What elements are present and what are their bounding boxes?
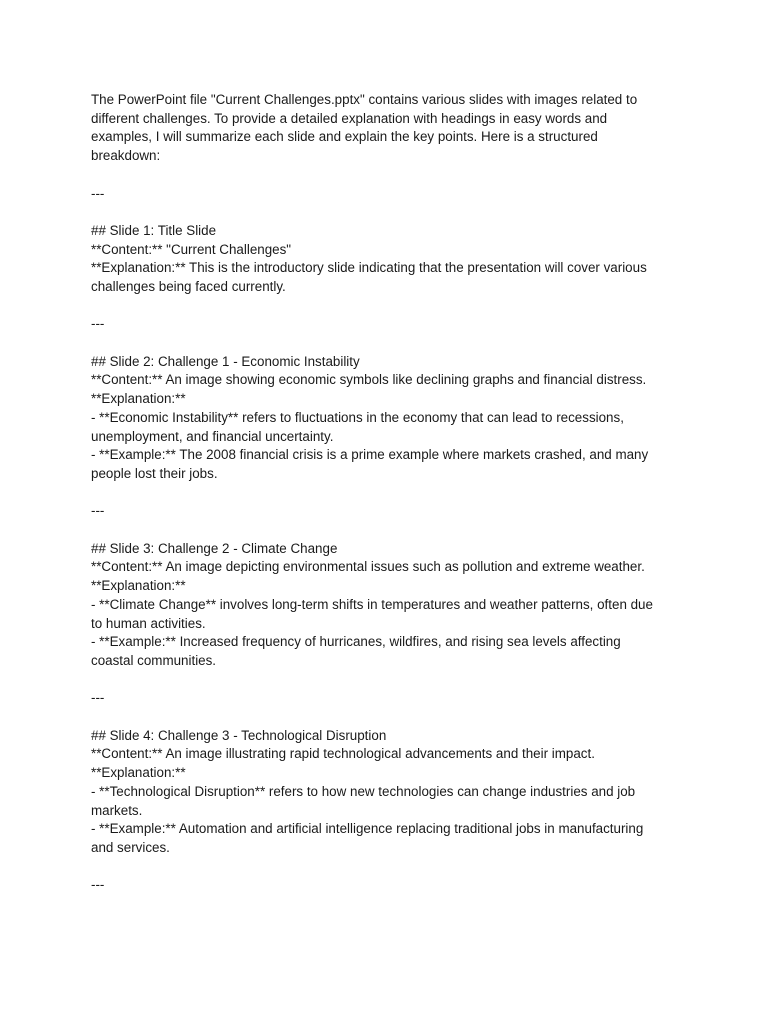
document-page — [91, 91, 681, 895]
intro-paragraph — [91, 91, 681, 166]
slide-explanation-label: **Explanation:** — [91, 578, 186, 594]
blank-line — [91, 297, 681, 316]
blank-line — [91, 334, 681, 353]
blank-line — [91, 708, 681, 727]
slide-1-section — [91, 222, 681, 297]
slide-example: - **Example:** Increased frequency of hurricanes, wildfires, and rising sea levels affecting — [91, 634, 621, 650]
slide-bullet: - **Technological Disruption** refers to how new technologies can change industries and job — [91, 783, 636, 799]
slide-bullet: - **Climate Change** involves long-term shifts in temperatures and weather patterns, often due — [91, 596, 653, 612]
slide-3-section — [91, 540, 681, 671]
slide-heading: ## Slide 1: Title Slide — [91, 222, 217, 238]
slide-content: **Content:** An image illustrating rapid technological advancements and their impact. — [91, 746, 595, 762]
slide-bullet: markets. — [91, 802, 143, 818]
blank-line — [91, 521, 681, 540]
intro-line: examples, I will summarize each slide and explain the key points. Here is a structured — [91, 129, 598, 145]
slide-example: and services. — [91, 840, 170, 855]
separator: --- — [91, 185, 105, 201]
blank-line — [91, 166, 681, 185]
blank-line — [91, 484, 681, 503]
slide-heading: ## Slide 2: Challenge 1 - Economic Instability — [91, 353, 360, 369]
separator: --- — [91, 877, 105, 893]
blank-line — [91, 858, 681, 877]
separator: --- — [91, 690, 105, 706]
intro-line: different challenges. To provide a detailed explanation with headings in easy words and — [91, 110, 608, 126]
slide-heading: ## Slide 3: Challenge 2 - Climate Change — [91, 540, 338, 556]
slide-bullet: - **Economic Instability** refers to fluctuations in the economy that can lead to recessions, — [91, 409, 624, 425]
slide-content: **Content:** An image depicting environmental issues such as pollution and extreme weather. — [91, 559, 645, 575]
intro-line: breakdown: — [91, 148, 161, 164]
slide-example: coastal communities. — [91, 653, 217, 668]
separator: --- — [91, 503, 105, 519]
slide-content: **Content:** An image showing economic symbols like declining graphs and financial distress. — [91, 372, 647, 388]
slide-heading: ## Slide 4: Challenge 3 - Technological Disruption — [91, 727, 387, 743]
slide-bullet: unemployment, and financial uncertainty. — [91, 428, 334, 444]
slide-explanation-label: **Explanation:** — [91, 391, 186, 407]
slide-4-section — [91, 727, 681, 858]
slide-bullet: to human activities. — [91, 615, 206, 631]
slide-explanation: **Explanation:** This is the introductory slide indicating that the presentation will cover various — [91, 260, 647, 276]
separator: --- — [91, 316, 105, 332]
slide-example: - **Example:** Automation and artificial intelligence replacing traditional jobs in manufacturing — [91, 821, 644, 837]
blank-line — [91, 203, 681, 222]
slide-2-section — [91, 353, 681, 484]
slide-example: - **Example:** The 2008 financial crisis is a prime example where markets crashed, and many — [91, 447, 649, 463]
slide-content: **Content:** "Current Challenges" — [91, 241, 292, 257]
slide-explanation: challenges being faced currently. — [91, 279, 286, 294]
slide-example: people lost their jobs. — [91, 466, 218, 481]
slide-explanation-label: **Explanation:** — [91, 765, 186, 781]
intro-line: The PowerPoint file "Current Challenges.pptx" contains various slides with images related to — [91, 92, 638, 107]
blank-line — [91, 671, 681, 690]
